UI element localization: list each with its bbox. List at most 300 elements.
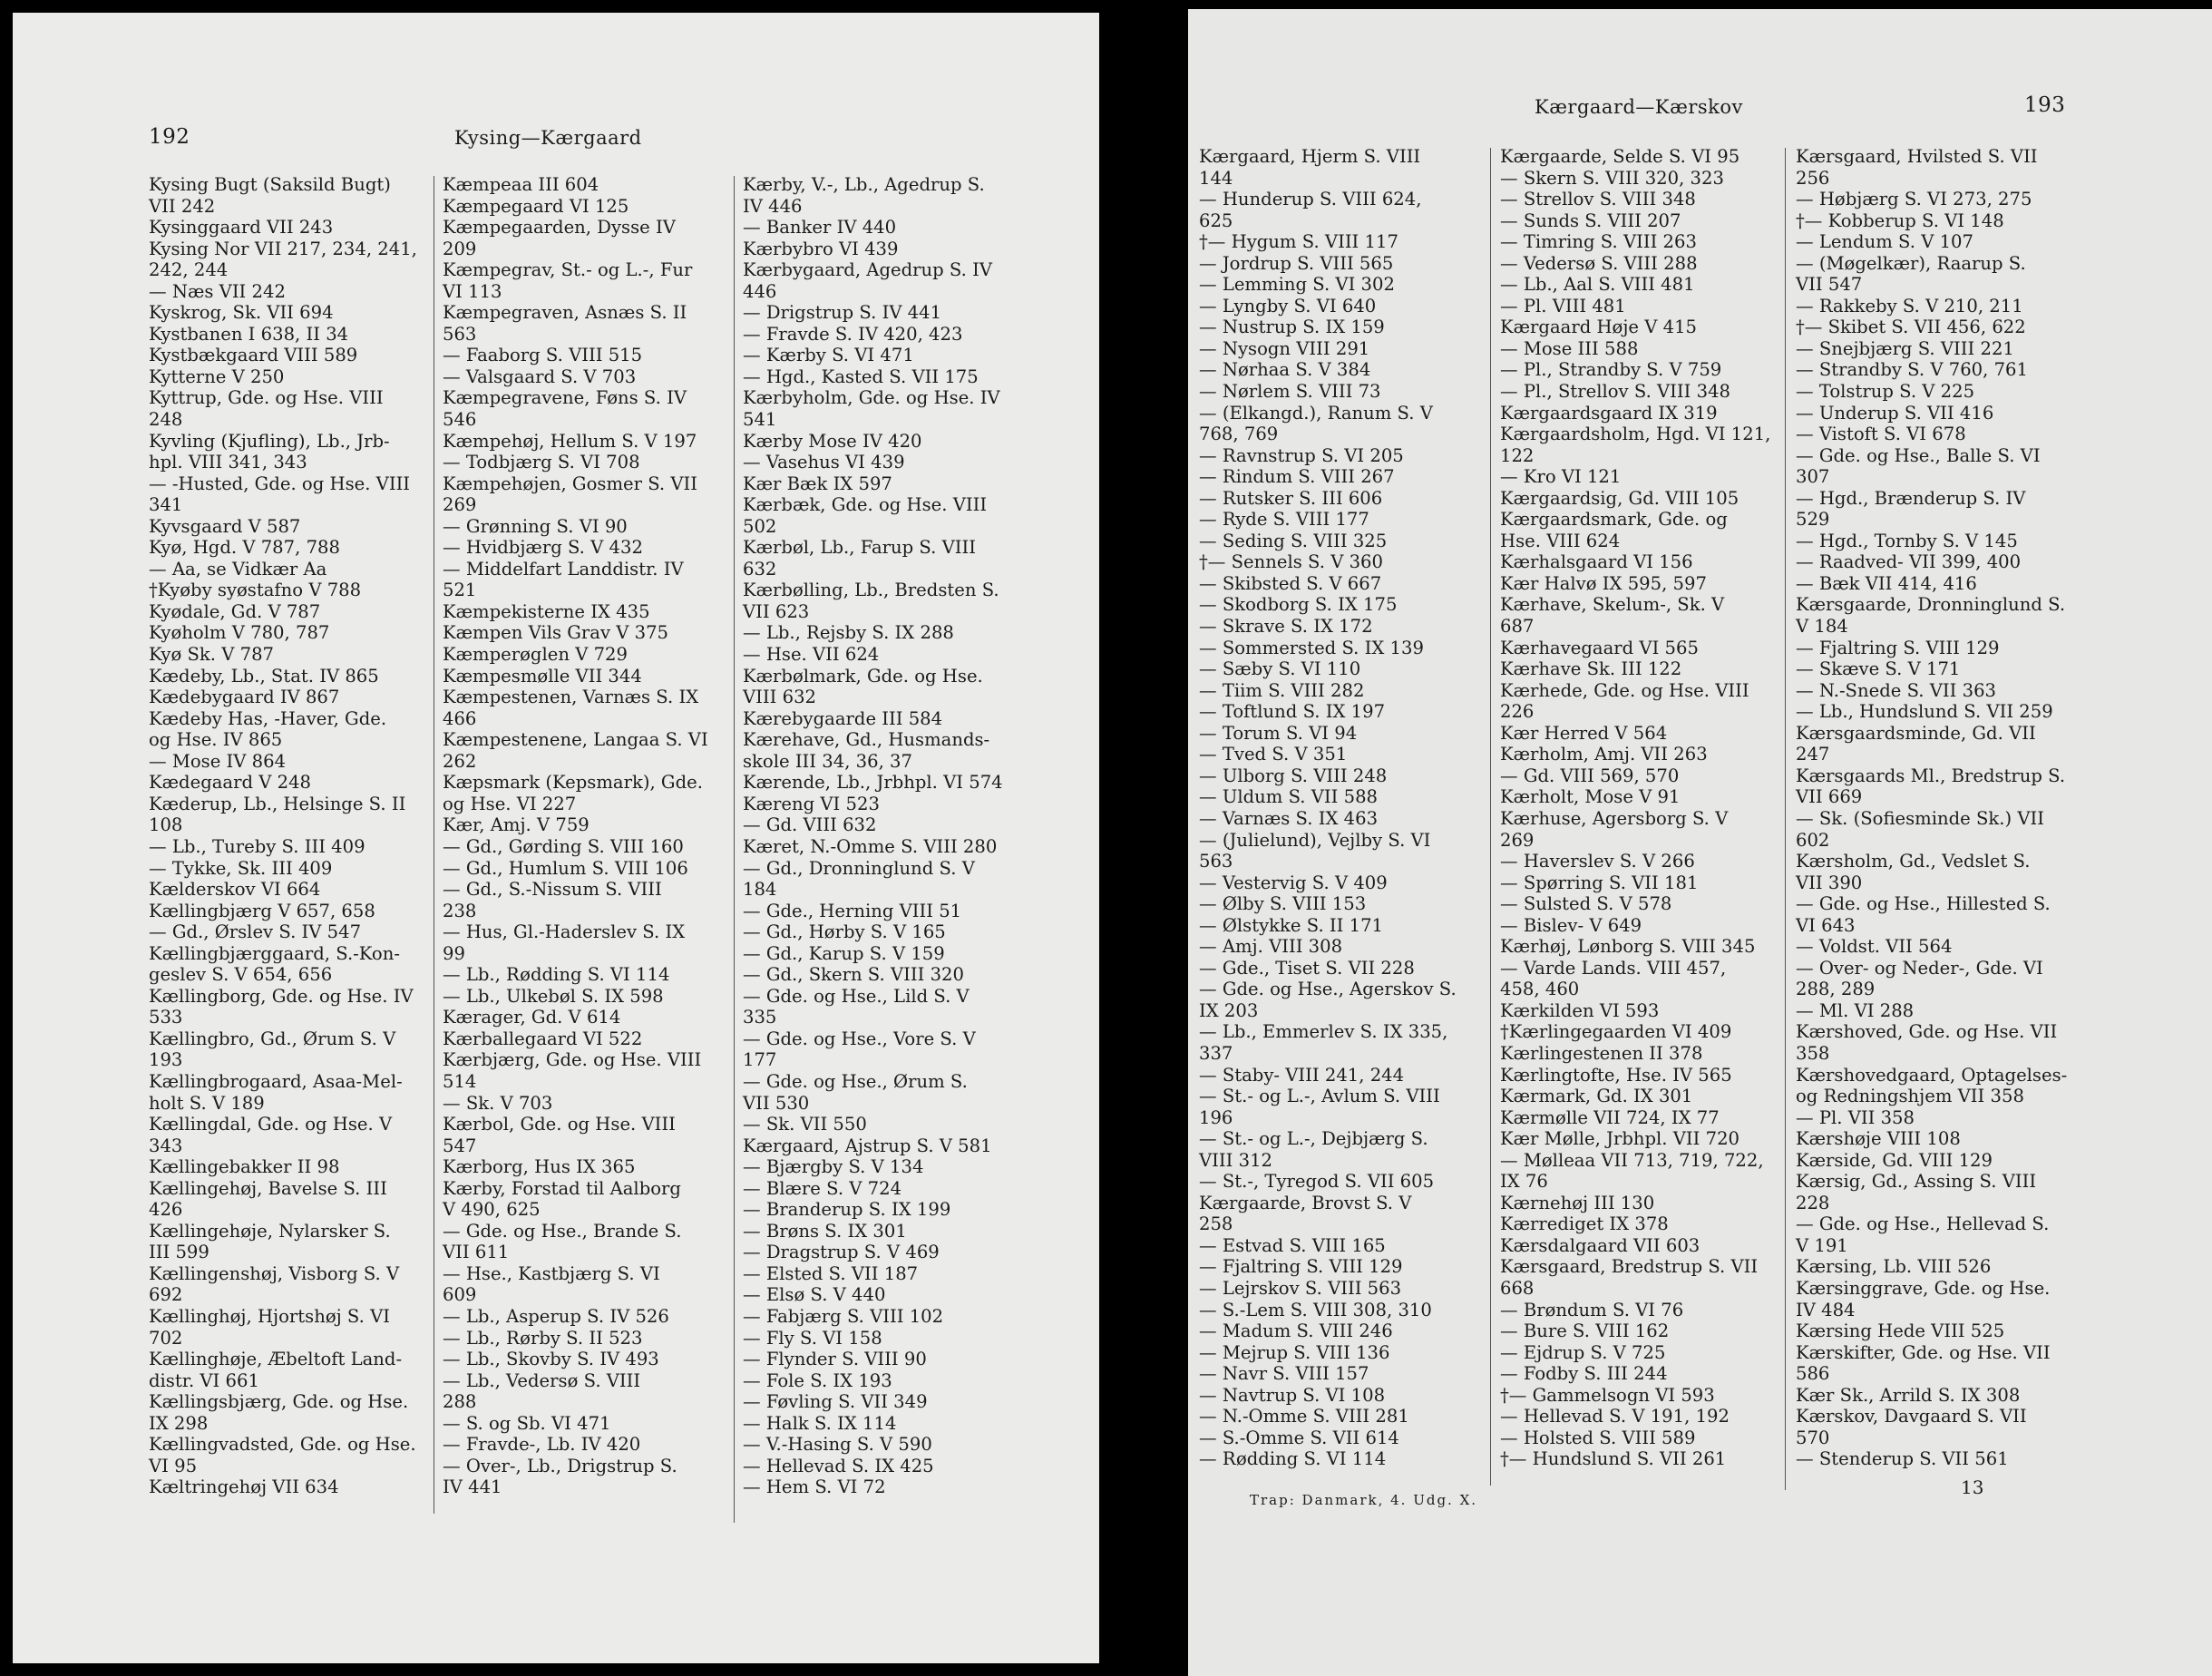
index-line: Kærende, Lb., Jrbhpl. VI 574 (743, 772, 1003, 794)
index-line: — Faaborg S. VIII 515 (443, 345, 643, 366)
index-line: — Sæby S. VI 110 (1199, 658, 1361, 680)
index-line: — Skæve S. V 171 (1796, 658, 1961, 680)
index-line: Kærsdalgaard VII 603 (1500, 1234, 1700, 1256)
index-line: †— Gammelsogn VI 593 (1500, 1384, 1715, 1406)
index-line: Kærebygaarde III 584 (743, 707, 943, 729)
index-line: Kysinggaard VII 243 (149, 217, 334, 239)
index-line: — Gd., Ørslev S. IV 547 (149, 921, 362, 943)
index-line: Kærehave, Gd., Husmands- (743, 729, 990, 751)
index-line: Kæmpen Vils Grav V 375 (443, 622, 669, 644)
index-line: 514 (443, 1070, 477, 1092)
index-line: Kællingenshøj, Visborg S. V (149, 1262, 400, 1284)
index-line: — Grønning S. VI 90 (443, 515, 628, 537)
index-line: †— Skibet S. VII 456, 622 (1796, 317, 2026, 338)
index-line: — Branderup S. IX 199 (743, 1199, 951, 1221)
index-line: Kærmølle VII 724, IX 77 (1500, 1106, 1720, 1128)
index-line: — Lejrskov S. VIII 563 (1199, 1277, 1402, 1299)
index-line: Kyttrup, Gde. og Hse. VIII (149, 387, 384, 409)
index-line: 196 (1199, 1106, 1233, 1128)
index-line: — Aa, se Vidkær Aa (149, 558, 327, 580)
index-line: — Gde. og Hse., Brande S. (443, 1220, 682, 1242)
index-line: — Vedersø S. VIII 288 (1500, 252, 1698, 274)
index-line: — Seding S. VIII 325 (1199, 530, 1388, 551)
index-line: — Bislev- V 649 (1500, 914, 1642, 936)
index-line: — (Møgelkær), Raarup S. (1796, 252, 2026, 274)
index-line: Kæmpegrav, St.- og L.-, Fur (443, 259, 693, 281)
index-line: Kærholt, Mose V 91 (1500, 786, 1681, 808)
index-line: — Ml. VI 288 (1796, 999, 1915, 1021)
index-line: 122 (1500, 444, 1535, 466)
index-line: — St.- og L.-, Avlum S. VIII (1199, 1086, 1440, 1107)
index-line: — Timring S. VIII 263 (1500, 231, 1697, 253)
index-line: Kærsig, Gd., Assing S. VIII (1796, 1171, 2037, 1193)
index-line: — Fole S. IX 193 (743, 1369, 892, 1391)
index-line: — Gde. og Hse., Ørum S. (743, 1070, 968, 1092)
index-line: — Pl. VIII 481 (1500, 295, 1626, 317)
index-line: skole III 34, 36, 37 (743, 750, 912, 772)
index-line: — Lb., Emmerlev S. IX 335, (1199, 1021, 1448, 1043)
index-line: Kæmpehøj, Hellum S. V 197 (443, 430, 697, 452)
index-line: — Snejbjærg S. VIII 221 (1796, 337, 2014, 359)
index-line: 586 (1796, 1363, 1830, 1385)
index-line: VII 390 (1796, 872, 1863, 893)
index-line: — Gde., Herning VIII 51 (743, 900, 962, 921)
index-line: Kæreng VI 523 (743, 793, 880, 814)
index-line: 458, 460 (1500, 979, 1580, 1000)
index-line: — Lb., Ulkebøl S. IX 598 (443, 985, 664, 1007)
index-line: — Kærby S. VI 471 (743, 345, 914, 366)
index-line: Kyø, Hgd. V 787, 788 (149, 537, 340, 559)
index-line: — (Julielund), Vejlby S. VI (1199, 829, 1431, 851)
index-line: 529 (1796, 509, 1830, 531)
index-line: Kædegaard V 248 (149, 772, 312, 794)
index-line: — Lendum S. V 107 (1796, 231, 1973, 253)
index-line: — Ravnstrup S. VI 205 (1199, 444, 1404, 466)
index-line: †— Sennels S. V 360 (1199, 551, 1383, 573)
index-line: — Stenderup S. VII 561 (1796, 1448, 2009, 1470)
index-line: VII 242 (149, 195, 216, 217)
index-line: 521 (443, 580, 477, 601)
index-line: 269 (1500, 829, 1535, 851)
index-line: — Fly S. VI 158 (743, 1327, 882, 1349)
index-line: Kæmpekisterne IX 435 (443, 600, 650, 622)
index-line: Kærgaard, Hjerm S. VIII (1199, 146, 1421, 167)
index-line: — Voldst. VII 564 (1796, 936, 1953, 958)
index-line: 563 (443, 323, 477, 345)
footer-imprint: Trap: Danmark, 4. Udg. X. (1250, 1492, 1478, 1508)
index-line: 625 (1199, 210, 1233, 231)
index-line: — Skrave S. IX 172 (1199, 616, 1373, 638)
index-line: — Hvidbjærg S. V 432 (443, 537, 643, 559)
index-line: — Gd., Hørby S. V 165 (743, 921, 946, 943)
index-line: — Lemming S. VI 302 (1199, 274, 1395, 296)
index-line: 99 (443, 942, 465, 964)
index-line: Kystbækgaard VIII 589 (149, 345, 358, 366)
index-line: — Lb., Asperup S. IV 526 (443, 1305, 669, 1327)
index-line: — Fabjærg S. VIII 102 (743, 1305, 944, 1327)
index-line: Kællingdal, Gde. og Hse. V (149, 1114, 393, 1135)
index-line: VI 113 (443, 280, 502, 302)
index-line: Kæmpegaard VI 125 (443, 195, 629, 217)
index-line: 209 (443, 238, 477, 259)
index-line: Hse. VIII 624 (1500, 530, 1621, 551)
index-line: †Kyøby syøstafno V 788 (149, 580, 362, 601)
index-line: — Gde. og Hse., Hillested S. (1796, 893, 2051, 915)
page-number: 193 (2024, 93, 2066, 117)
index-line: — St.-, Tyregod S. VII 605 (1199, 1171, 1435, 1193)
index-line: Kærnehøj III 130 (1500, 1192, 1655, 1213)
index-line: — Haverslev S. V 266 (1500, 851, 1695, 872)
index-line: IX 203 (1199, 999, 1259, 1021)
index-line: — St.- og L.-, Dejbjærg S. (1199, 1128, 1428, 1150)
index-line: 502 (743, 515, 777, 537)
index-line: — Gde. og Hse., Balle S. VI (1796, 444, 2041, 466)
index-line: — Over- og Neder-, Gde. VI (1796, 957, 2043, 979)
index-line: — Høbjærg S. VI 273, 275 (1796, 189, 2032, 210)
index-line: Kærhave Sk. III 122 (1500, 658, 1682, 680)
index-line: Kærhøj, Lønborg S. VIII 345 (1500, 936, 1756, 958)
index-line: — Lb., Hundslund S. VII 259 (1796, 701, 2053, 723)
index-line: Kæpsmark (Kepsmark), Gde. (443, 772, 703, 794)
index-line: VI 95 (149, 1455, 198, 1476)
index-line: 335 (743, 1007, 777, 1028)
index-line: — Varnæs S. IX 463 (1199, 807, 1379, 829)
index-line: — Flynder S. VIII 90 (743, 1349, 927, 1370)
index-line: Kæmperøglen V 729 (443, 644, 628, 666)
index-line: — Strandby S. V 760, 761 (1796, 359, 2028, 381)
index-line: — Dragstrup S. V 469 (743, 1242, 940, 1263)
index-line: Kællingbjærggaard, S.-Kon- (149, 942, 400, 964)
index-line: Kærby Mose IV 420 (743, 430, 922, 452)
index-line: Kær, Amj. V 759 (443, 814, 590, 836)
index-line: — Torum S. VI 94 (1199, 722, 1358, 744)
index-line: 177 (743, 1049, 777, 1071)
index-line: Kærshoved, Gde. og Hse. VII (1796, 1021, 2058, 1043)
index-line: Kærbybro VI 439 (743, 238, 899, 259)
index-line: Kælderskov VI 664 (149, 879, 321, 901)
index-line: — Sk. V 703 (443, 1092, 553, 1114)
index-line: — Nørlem S. VIII 73 (1199, 381, 1381, 403)
index-line: og Hse. IV 865 (149, 729, 283, 751)
index-line: Kærsing, Lb. VIII 526 (1796, 1256, 1992, 1278)
index-line: Kærbæk, Gde. og Hse. VIII (743, 494, 988, 516)
index-line: 687 (1500, 616, 1535, 638)
index-line: — Lb., Aal S. VIII 481 (1500, 274, 1695, 296)
index-line: †— Hygum S. VIII 117 (1199, 231, 1398, 253)
index-line: Kyvling (Kjufling), Lb., Jrb- (149, 430, 390, 452)
index-line: — Valsgaard S. V 703 (443, 365, 637, 387)
index-line: 307 (1796, 466, 1830, 488)
index-line: — Sk. VII 550 (743, 1114, 867, 1135)
index-line: — Lyngby S. VI 640 (1199, 295, 1377, 317)
index-line: — Hgd., Tornby S. V 145 (1796, 530, 2018, 551)
index-line: 426 (149, 1199, 183, 1221)
index-line: — Skodborg S. IX 175 (1199, 594, 1398, 616)
index-line: 632 (743, 558, 777, 580)
index-line: — Gd., Karup S. V 159 (743, 942, 945, 964)
index-line: Kystbanen I 638, II 34 (149, 323, 349, 345)
index-line: Kær Herred V 564 (1500, 722, 1668, 744)
index-line: Kærlingestenen II 378 (1500, 1042, 1703, 1064)
index-line: — Pl., Strandby S. V 759 (1500, 359, 1722, 381)
index-line: — Rindum S. VIII 267 (1199, 466, 1395, 488)
index-line: — Skern S. VIII 320, 323 (1500, 167, 1724, 189)
index-line: 692 (149, 1284, 183, 1306)
index-line: 768, 769 (1199, 424, 1279, 445)
index-column-1 (1199, 146, 1486, 1470)
index-line: — Bure S. VIII 162 (1500, 1320, 1670, 1342)
index-line: — Sk. (Sofiesminde Sk.) VII (1796, 807, 2045, 829)
index-line: — Hellevad S. V 191, 192 (1500, 1406, 1730, 1428)
index-line: VII 623 (743, 600, 810, 622)
index-line: Kær Mølle, Jrbhpl. VII 720 (1500, 1128, 1739, 1150)
index-line: distr. VI 661 (149, 1369, 259, 1391)
index-line: 547 (443, 1135, 477, 1156)
index-line: 269 (443, 494, 477, 516)
index-line: — Varde Lands. VIII 457, (1500, 957, 1727, 979)
index-line: 563 (1199, 851, 1233, 872)
left-page (13, 13, 1099, 1663)
index-line: — Fravde S. IV 420, 423 (743, 323, 963, 345)
index-line: — Brøndum S. VI 76 (1500, 1299, 1684, 1320)
index-line: — Gde. og Hse., Hellevad S. (1796, 1213, 2050, 1235)
index-line: — S.-Lem S. VIII 308, 310 (1199, 1299, 1432, 1320)
index-line: Kællingsbjærg, Gde. og Hse. (149, 1391, 409, 1413)
index-line: 193 (149, 1049, 183, 1071)
index-line: Kærsgaarde, Dronninglund S. (1796, 594, 2066, 616)
index-line: — N.-Snede S. VII 363 (1796, 679, 1997, 701)
column-divider (1785, 148, 1786, 1490)
index-line: — Mejrup S. VIII 136 (1199, 1341, 1390, 1363)
index-line: — Estvad S. VIII 165 (1199, 1234, 1386, 1256)
index-line: Kæderup, Lb., Helsinge S. II (149, 793, 406, 814)
index-line: Kærby, V.-, Lb., Agedrup S. (743, 174, 985, 195)
index-line: 226 (1500, 701, 1535, 723)
index-line: Kærbygaard, Agedrup S. IV (743, 259, 992, 281)
index-line: Kyødale, Gd. V 787 (149, 600, 321, 622)
index-line: Kællingbro, Gd., Ørum S. V (149, 1028, 396, 1049)
index-line: 184 (743, 879, 777, 901)
index-line: — Hunderup S. VIII 624, (1199, 189, 1422, 210)
index-line: — Gd., Gørding S. VIII 160 (443, 835, 684, 857)
index-line: — Pl., Strellov S. VIII 348 (1500, 381, 1731, 403)
index-line: 570 (1796, 1427, 1830, 1448)
index-line: Kærhave, Skelum-, Sk. V (1500, 594, 1725, 616)
index-line: Kæmpegaarden, Dysse IV (443, 217, 676, 239)
index-line: Kæmpestenene, Langaa S. VI (443, 729, 708, 751)
index-line: — Vasehus VI 439 (743, 452, 905, 473)
index-line: — Middelfart Landdistr. IV (443, 558, 684, 580)
index-line: Kærgaard, Ajstrup S. V 581 (743, 1135, 992, 1156)
index-line: og Hse. VI 227 (443, 793, 577, 814)
index-line: Kærmark, Gd. IX 301 (1500, 1086, 1693, 1107)
index-line: — Pl. VII 358 (1796, 1106, 1915, 1128)
index-line: †— Hundslund S. VII 261 (1500, 1448, 1727, 1470)
running-head: Kysing—Kærgaard (454, 127, 642, 149)
index-line: — Hgd., Brænderup S. IV (1796, 487, 2026, 509)
index-line: Kyøholm V 780, 787 (149, 622, 330, 644)
index-line: — Navtrup S. VI 108 (1199, 1384, 1386, 1406)
index-line: Kysing Bugt (Saksild Bugt) (149, 174, 391, 195)
index-line: — Rutsker S. III 606 (1199, 487, 1383, 509)
index-line: — Drigstrup S. IV 441 (743, 302, 942, 324)
index-line: Kærhalsgaard VI 156 (1500, 551, 1693, 573)
index-line: — Rødding S. VI 114 (1199, 1448, 1387, 1470)
index-line: og Redningshjem VII 358 (1796, 1086, 2024, 1107)
index-line: — S.-Omme S. VII 614 (1199, 1427, 1399, 1448)
index-line: — Spørring S. VII 181 (1500, 872, 1699, 893)
index-line: Kærhavegaard VI 565 (1500, 637, 1699, 658)
index-line: — Fjaltring S. VIII 129 (1796, 637, 2000, 658)
index-line: 602 (1796, 829, 1830, 851)
index-line: Kæmpesmølle VII 344 (443, 665, 642, 687)
index-line: 144 (1199, 167, 1233, 189)
index-line: — Hgd., Kasted S. VII 175 (743, 365, 979, 387)
index-line: Kærside, Gd. VIII 129 (1796, 1149, 1993, 1171)
index-line: — Mølleaa VII 713, 719, 722, (1500, 1149, 1764, 1171)
index-line: — Gd., Skern S. VIII 320 (743, 964, 964, 986)
index-line: Kærrediget IX 378 (1500, 1213, 1669, 1235)
index-line: Kærkilden VI 593 (1500, 999, 1660, 1021)
index-line: — Gde. og Hse., Vore S. V (743, 1028, 976, 1049)
index-line: 341 (149, 494, 183, 516)
index-line: 248 (149, 409, 183, 431)
index-line: — Mose III 588 (1500, 337, 1639, 359)
index-line: — Gde. og Hse., Agerskov S. (1199, 979, 1457, 1000)
index-line: Kællinghøje, Æbeltoft Land- (149, 1349, 403, 1370)
index-line: Kyvsgaard V 587 (149, 515, 301, 537)
index-line: 668 (1500, 1277, 1535, 1299)
index-line: 288, 289 (1796, 979, 1876, 1000)
index-line: VIII 312 (1199, 1149, 1272, 1171)
index-line: †— Kobberup S. VI 148 (1796, 210, 2004, 231)
index-line: 533 (149, 1007, 183, 1028)
index-line: — Lb., Skovby S. IV 493 (443, 1349, 659, 1370)
index-line: — Sommersted S. IX 139 (1199, 637, 1424, 658)
index-line: 288 (443, 1391, 477, 1413)
index-line: — Vestervig S. V 409 (1199, 872, 1388, 893)
index-line: — Skibsted S. V 667 (1199, 572, 1382, 594)
index-line: Kærsgaard, Hvilsted S. VII (1796, 146, 2038, 167)
index-line: — Hus, Gl.-Haderslev S. IX (443, 921, 686, 943)
index-line: Kærbølmark, Gde. og Hse. (743, 665, 983, 687)
index-line: — Gd., Dronninglund S. V (743, 857, 975, 879)
index-line: 258 (1199, 1213, 1233, 1235)
index-line: — Gd. VIII 569, 570 (1500, 765, 1680, 786)
index-line: Kærgaard Høje V 415 (1500, 317, 1698, 338)
index-column-2 (443, 174, 729, 1498)
index-line: Kærborg, Hus IX 365 (443, 1156, 636, 1178)
index-line: 262 (443, 750, 477, 772)
index-line: Kæmpehøjen, Gosmer S. VII (443, 473, 698, 494)
index-line: — Hem S. VI 72 (743, 1476, 886, 1498)
index-line: — Jordrup S. VIII 565 (1199, 252, 1394, 274)
index-line: — Rakkeby S. V 210, 211 (1796, 295, 2023, 317)
index-line: — Hellevad S. IX 425 (743, 1455, 934, 1476)
index-line: — Amj. VIII 308 (1199, 936, 1343, 958)
index-line: Kærsgaardsminde, Gd. VII (1796, 722, 2036, 744)
index-line: Kærskifter, Gde. og Hse. VII (1796, 1341, 2051, 1363)
index-line: Kærholm, Amj. VII 263 (1500, 744, 1708, 765)
index-line: Kærshøje VIII 108 (1796, 1128, 1961, 1150)
index-line: Kysing Nor VII 217, 234, 241, (149, 238, 417, 259)
index-line: VII 547 (1796, 274, 1863, 296)
index-line: — Nysogn VIII 291 (1199, 337, 1370, 359)
index-line: — Gde., Tiset S. VII 228 (1199, 957, 1415, 979)
index-line: — Tolstrup S. V 225 (1796, 381, 1975, 403)
index-line: Kæret, N.-Omme S. VIII 280 (743, 835, 998, 857)
index-line: VI 643 (1796, 914, 1856, 936)
index-line: Kærballegaard VI 522 (443, 1028, 643, 1049)
index-line: 702 (149, 1327, 183, 1349)
index-line: — Lb., Rørby S. II 523 (443, 1327, 643, 1349)
index-line: Kærgaardsig, Gd. VIII 105 (1500, 487, 1739, 509)
signature-mark: 13 (1961, 1476, 1984, 1498)
index-line: — Lb., Vedersø S. VIII (443, 1369, 641, 1391)
index-line: — Elsø S. V 440 (743, 1284, 886, 1306)
index-line: VIII 632 (743, 687, 816, 708)
index-line: — Hse., Kastbjærg S. VI (443, 1262, 660, 1284)
index-line: Kytterne V 250 (149, 365, 285, 387)
index-line: — Gde. og Hse., Lild S. V (743, 985, 970, 1007)
index-line: Kærskov, Davgaard S. VII (1796, 1406, 2027, 1428)
index-line: Kærager, Gd. V 614 (443, 1007, 621, 1028)
index-line: 247 (1796, 744, 1830, 765)
index-line: Kærbjærg, Gde. og Hse. VIII (443, 1049, 702, 1071)
index-line: hpl. VIII 341, 343 (149, 452, 307, 473)
index-line: Kærsholm, Gd., Vedslet S. (1796, 851, 2031, 872)
index-line: 546 (443, 409, 477, 431)
index-line: Kædebygaard IV 867 (149, 687, 340, 708)
index-line: Kædeby, Lb., Stat. IV 865 (149, 665, 379, 687)
index-line: — Toftlund S. IX 197 (1199, 701, 1386, 723)
index-line: Kærbøl, Lb., Farup S. VIII (743, 537, 976, 559)
index-column-2 (1500, 146, 1783, 1470)
index-line: — Ulborg S. VIII 248 (1199, 765, 1388, 786)
index-column-3 (743, 174, 1033, 1498)
index-line: Kærgaarde, Brovst S. V (1199, 1192, 1412, 1213)
index-line: — Mose IV 864 (149, 750, 287, 772)
index-line: — Bæk VII 414, 416 (1796, 572, 1977, 594)
index-line: Kærsgaard, Bredstrup S. VII (1500, 1256, 1759, 1278)
index-line: 609 (443, 1284, 477, 1306)
index-line: — S. og Sb. VI 471 (443, 1412, 611, 1434)
index-line: — Vistoft S. VI 678 (1796, 424, 1966, 445)
index-line: Kæmpegraven, Asnæs S. II (443, 302, 687, 324)
index-line: VII 611 (443, 1242, 510, 1263)
index-line: — Halk S. IX 114 (743, 1412, 897, 1434)
index-line: geslev S. V 654, 656 (149, 964, 333, 986)
index-line: Kædeby Has, -Haver, Gde. (149, 707, 387, 729)
index-line: Kærsing Hede VIII 525 (1796, 1320, 2005, 1342)
index-line: IV 484 (1796, 1299, 1856, 1320)
index-line: — Ejdrup S. V 725 (1500, 1341, 1666, 1363)
index-line: — Tykke, Sk. III 409 (149, 857, 333, 879)
index-line: 358 (1796, 1042, 1830, 1064)
index-line: — Sunds S. VIII 207 (1500, 210, 1681, 231)
index-line: Kærbyholm, Gde. og Hse. IV (743, 387, 1000, 409)
index-line: Kyskrog, Sk. VII 694 (149, 302, 334, 324)
index-line: — Gd. VIII 632 (743, 814, 877, 836)
index-line: — Todbjærg S. VI 708 (443, 452, 640, 473)
index-line: 238 (443, 900, 477, 921)
index-line: Kærbølling, Lb., Bredsten S. (743, 580, 999, 601)
index-line: 446 (743, 280, 777, 302)
index-line: IX 76 (1500, 1171, 1548, 1193)
index-line: — Sulsted S. V 578 (1500, 893, 1672, 915)
index-line: — Fjaltring S. VIII 129 (1199, 1256, 1403, 1278)
page-number: 192 (149, 125, 190, 149)
